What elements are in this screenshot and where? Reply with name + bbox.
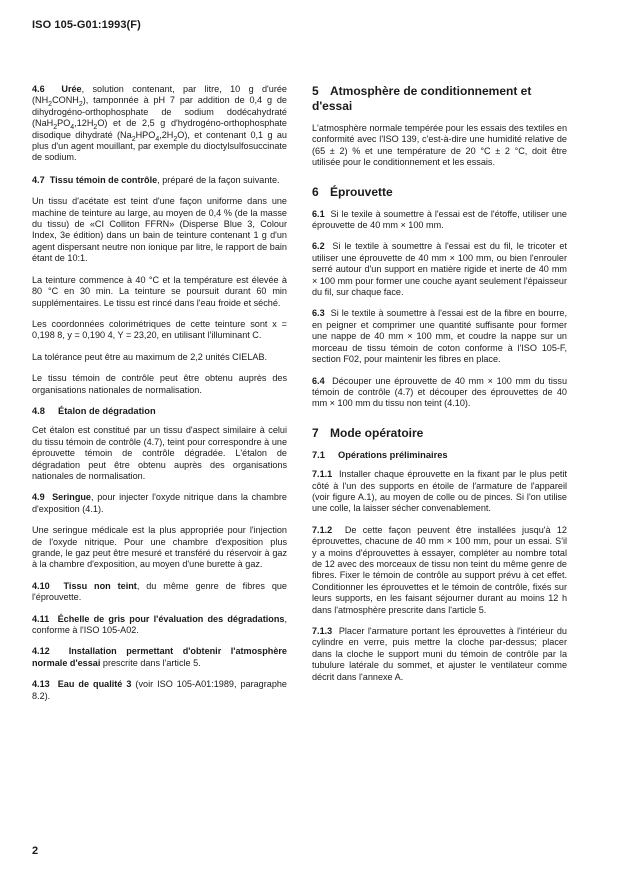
clause-5: L'atmosphère normale tempérée pour les essais des textiles en conformité avec l'ISO 139, c'est-à-dire une humidité relative de (65 ± 2) % et une température de 20 °C ± 2 °C, doit être utilisée pour le conditionnement et les essais.	[312, 123, 567, 168]
clause-4-7: 4.7 Tissu témoin de contrôle, préparé de la façon suivante.	[32, 174, 280, 185]
clause-6-2: 6.2 Si le textile à soumettre à l'essai est du fil, le tricoter et utiliser une éprouvette de 40 mm × 100 mm, ou bien l'enrouler serré autour d'un support en matière rigide et inerte de 40 mm × 100 mm pour former une couche ayant seulement l'épaisseur du fil, sur chaque face.	[312, 241, 567, 298]
clause-4-11: 4.11 Échelle de gris pour l'évaluation des dégradations, conforme à l'ISO 105-A02.	[32, 613, 287, 636]
clause-4-6: 4.6 Urée, solution contenant, par litre, 10 g d'urée $(NH_2CONH_2)$, tamponnée à pH 7 par addition de 0,4 g de dihydrogéno-orthophosphate de sodium dodécahydraté $(NaH_2PO_4,12H_2O)$ et de 2,5 g d'hydrogéno-orthophosphate disodique dihydraté $(Na_2HPO_4,2H_2O)$, et contenant 0,1 g au plus d'un agent mouillant, par exemple du dioctylsulfosuccinate de sodium.	[32, 84, 287, 163]
document-header: ISO 105-G01:1993(F)	[32, 19, 141, 31]
heading-4-8: 4.8 Étalon de dégradation	[32, 405, 156, 416]
clause-4-7-tolerance: La tolérance peut être au maximum de 2,2 unités CIELAB.	[32, 351, 268, 362]
heading-6: 6 Éprouvette	[312, 184, 393, 199]
clause-4-12: 4.12 Installation permettant d'obtenir l'atmosphère normale d'essai prescrite dans l'article 5.	[32, 646, 287, 668]
clause-4-7-temperature: La teinture commence à 40 °C et la température est élevée à 80 °C en 30 min. La teinture se poursuit durant 60 min supplémentaires. Le tissu est rincé dans l'eau froide et séché.	[32, 274, 287, 308]
clause-6-4: 6.4 Découper une éprouvette de 40 mm × 100 mm du tissu témoin de contrôle (4.7) et découper des éprouvettes de 40 mm × 100 mm du tissu non teint (4.10).	[312, 375, 567, 409]
clause-6-1: 6.1 Si le texile à soumettre à l'essai est de l'étoffe, utiliser une éprouvette de 40 mm × 100 mm.	[312, 208, 567, 231]
clause-7-1-2: 7.1.2 De cette façon peuvent être installées jusqu'à 12 éprouvettes, chacune de 40 mm × 100 mm, pour un essai. S'il y a moins d'éprouvettes à essayer, compléter au nombre total de 12 avec des morceaux de tissu non teint du même genre de fibres. Fixer le témoin de contrôle au support prévu à cet effet. Conditionner les éprouvettes et le témoin de contrôle, fixés sur leurs supports, en les faisant séjourner durant au moins 12 h dans l'atmosphère prescrite dans l'article 5.	[312, 524, 567, 615]
clause-4-10: 4.10 Tissu non teint, du même genre de fibres que l'éprouvette.	[32, 580, 287, 603]
right-column	[312, 84, 567, 693]
clause-7-1-1: 7.1.1 Installer chaque éprouvette en la fixant par le plus petit côté à l'un des supports en étoile de l'armature de l'appareil (voir figure A.1), au moyen de colle ou de pinces. Si l'on utilise une colle, la laisser sécher convenablement.	[312, 469, 567, 514]
clause-4-9-syringe: Une seringue médicale est la plus appropriée pour l'injection de l'oxyde nitrique. Pour une chambre d'exposition plus grande, le gaz peut être mesuré et transféré du réservoir à gaz à la chambre d'exposition, au moyen d'une burette à gaz.	[32, 525, 287, 570]
clause-4-9: 4.9 Seringue, pour injecter l'oxyde nitrique dans la chambre d'exposition (4.1).	[32, 492, 287, 514]
left-column	[32, 84, 287, 712]
heading-7: 7 Mode opératoire	[312, 425, 424, 440]
clause-4-7-coordinates: Les coordonnées colorimétriques de cette teinture sont x = 0,198 8, y = 0,190 4, Y = 23,20, en utilisant l'illuminant C.	[32, 318, 287, 341]
clause-7-1-3: 7.1.3 Placer l'armature portant les éprouvettes à l'intérieur du cylindre en verre, puis mettre la cloche par-dessus; placer dans la cloche le support muni du témoin de contrôle par la tubulure latérale du sommet, et ajuster le ventilateur comme décrit dans l'annexe A.	[312, 626, 567, 682]
clause-4-7-availability: Le tissu témoin de contrôle peut être obtenu auprès des organisations nationales de normalisation.	[32, 373, 287, 395]
clause-4-8: Cet étalon est constitué par un tissu d'aspect similaire à celui du tissu témoin de contrôle (4.7), teint pour correspondre à une éprouvette témoin de contrôle dégradée. L'étalon de dégradation peut être obtenu auprès des organisations nationales de normalisation.	[32, 425, 287, 481]
heading-5: 5 Atmosphère de conditionnement et d'essai	[312, 84, 532, 113]
heading-7-1: 7.1 Opérations préliminaires	[312, 449, 448, 460]
clause-4-7-dyeing: Un tissu d'acétate est teint d'une façon uniforme dans une machine de teinture au large, au moyen de 0,4 % (de la masse du tissu) de «CI Colliton FFRN» (Disperse Blue 3, Colour Index, 3e édition) dans un bain de teinture contenant 1 g d'un agent dispersant neutre non ionique par litre, le rapport de bain étant de 10:1.	[32, 196, 287, 264]
page-number: 2	[32, 845, 39, 857]
clause-6-3: 6.3 Si le textile à soumettre à l'essai est de la fibre en bourre, en peigner et comprimer une quantité suffisante pour former une nappe de 40 mm × 100 mm, et coudre la nappe sur un morceau de tissu témoin de coton conforme à l'ISO 105-F, section F02, pour maintenir les fibres en place.	[312, 308, 567, 365]
clause-4-13: 4.13 Eau de qualité 3 (voir ISO 105-A01:1989, paragraphe 8.2).	[32, 679, 287, 701]
